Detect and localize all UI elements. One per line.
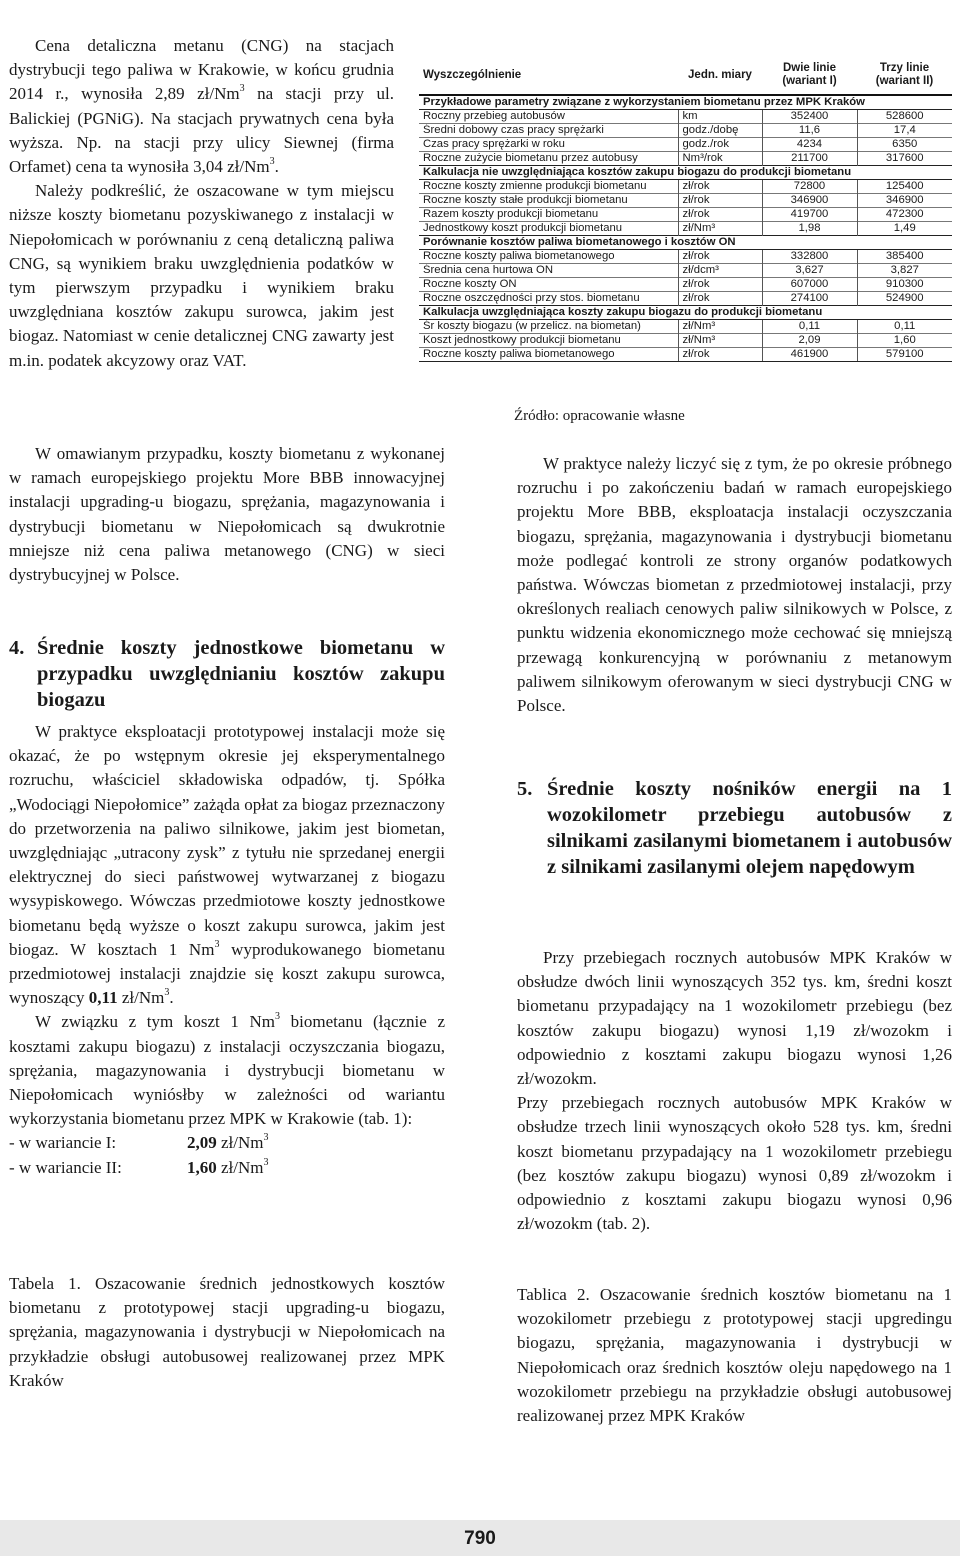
table-cell: 3,827	[857, 264, 952, 278]
table-source: Źródło: opracowanie własne	[514, 408, 685, 424]
table-body	[419, 56, 952, 362]
table-row	[419, 222, 952, 236]
table-cell: 0,11	[857, 320, 952, 334]
table-cell: Roczne koszty paliwa biometanowego	[419, 348, 678, 362]
table-row	[419, 250, 952, 264]
table-row	[419, 320, 952, 334]
table-cell: 11,6	[762, 124, 857, 138]
table-cell: 461900	[762, 348, 857, 362]
table-row	[419, 208, 952, 222]
table-cell: 910300	[857, 278, 952, 292]
paragraph-biogas-fee: W praktyce eksploatacji prototypowej instalacji może się okazać, że po wstępnym okresie jej eksperymentalnego rozruchu, właściciel składowiska odpadów, tj. Spółka „Wodociągi Niepołomice” zażąda opłat za biogaz przeznaczony do przetworzenia na paliwo silnikowe, jakim jest biometan, uwzględniając „utracony zysk” z tytułu nie sprzedanej energii elektrycznej do sieci państwowej wytwarzanej z biogazu wysypiskowego. Wówczas przedmiotowe koszty jednostkowe biometanu będą wyższe o koszt zakupu surowca, jakim jest biogaz. W kosztach 1 Nm$^3$ wyprodukowanego biometanu przedmiotowej instalacji znajdzie się koszt zakupu surowca, wynoszący 0,11 zł/Nm$^3$.	[9, 722, 445, 1008]
table-cell: 211700	[762, 152, 857, 166]
table-cell: zł/rok	[678, 250, 762, 264]
table-cell: Czas pracy sprężarki w roku	[419, 138, 678, 152]
table-1-caption: Tabela 1. Oszacowanie średnich jednostkowych kosztów biometanu z prototypowej stacji upgrading-u biogazu, sprężania, magazynowania i dystrybucji w Niepołomicach na przykładzie obsługi autobusowej realizowanej przez MPK Kraków	[9, 1274, 445, 1390]
paragraph-three-lines: Przy przebiegach rocznych autobusów MPK Kraków w obsłudze trzech linii wynoszących około 528 tys. km, średni koszt biometanu przypadający na 1 wozokilometr przebiegu (bez kosztów zakupu biogazu) wynosi 0,89 zł/wozokm i odpowiednio z kosztami zakupu biogazu wynosi 0,96 zł/wozokm (tab. 2).	[517, 1093, 952, 1234]
table-cell: 332800	[762, 250, 857, 264]
table-section-row	[419, 166, 952, 180]
section-heading-4: 4. Średnie koszty jednostkowe biometanu w przypadku uwzględnianiu kosztów zakupu biogazu	[9, 637, 445, 711]
table-1	[419, 56, 952, 362]
table-row	[419, 264, 952, 278]
table-cell: Średnia cena hurtowa ON	[419, 264, 678, 278]
table-row	[419, 152, 952, 166]
table-cell: km	[678, 110, 762, 124]
paragraph-cost-note: Należy podkreślić, że oszacowane w tym miejscu niższe koszty biometanu pozyskiwanego z instalacji w Niepołomicach w porównaniu z ceną detaliczną paliwa CNG, są wynikiem braku uwzględnienia podatków w tym pierwszym przypadku i wynikiem braku uwzględniana kosztów zakupu surowca, jakim jest biogaz. Natomiast w cenie detalicznej CNG zawarty jest m.in. podatek akcyzowy oraz VAT.	[9, 181, 394, 370]
table-row	[419, 334, 952, 348]
table-cell: 72800	[762, 180, 857, 194]
table-cell: zł/Nm³	[678, 320, 762, 334]
table-cell: 1,98	[762, 222, 857, 236]
table-cell: 579100	[857, 348, 952, 362]
paragraph-more-bbb: W omawianym przypadku, koszty biometanu z wykonanej w ramach europejskiego projektu More BBB innowacyjnej instalacji upgrading-u biogazu, sprężania, magazynowania i dystrybucji biometanu w Niepołomicach są dwukrotnie mniejsze niż cena paliwa metanowego (CNG) w sieci dystrybucyjnej w Polsce.	[9, 444, 445, 585]
table-header-cell: Wyszczególnienie	[423, 68, 522, 81]
table-cell: 0,11	[762, 320, 857, 334]
table-cell: 3,627	[762, 264, 857, 278]
table-cell: 346900	[762, 194, 857, 208]
table-cell: 385400	[857, 250, 952, 264]
table-header-cell: Jedn. miary	[688, 68, 752, 81]
table-header-cell: Dwie linie (wariant I)	[782, 62, 837, 87]
table-cell: zł/rok	[678, 278, 762, 292]
table-cell: 472300	[857, 208, 952, 222]
left-intro-block	[9, 34, 394, 373]
table-cell: 528600	[857, 110, 952, 124]
table-row	[419, 138, 952, 152]
table-cell: 419700	[762, 208, 857, 222]
table-cell: Koszt jednostkowy produkcji biometanu	[419, 334, 678, 348]
paragraph-two-lines: Przy przebiegach rocznych autobusów MPK Kraków w obsłudze dwóch linii wynoszących 352 tys. km, średni koszt biometanu przypadający na 1 wozokilometr przebiegu (bez kosztów zakupu biogazu) wynosi 1,19 zł/wozokm i odpowiednio z kosztami zakupu biogazu wynosi 1,26 zł/wozokm.	[517, 948, 952, 1089]
table-cell: zł/rok	[678, 194, 762, 208]
table-section-label: Porównanie kosztów paliwa biometanowego i kosztów ON	[419, 236, 952, 250]
table-cell: zł/rok	[678, 180, 762, 194]
table-cell: Roczne koszty paliwa biometanowego	[419, 250, 678, 264]
page-number: 790	[464, 1528, 496, 1549]
table-cell: 524900	[857, 292, 952, 306]
table-cell: Roczne koszty ON	[419, 278, 678, 292]
table-cell: 1,49	[857, 222, 952, 236]
table-cell: 6350	[857, 138, 952, 152]
paragraph-total-cost: W związku z tym koszt 1 Nm$^3$ biometanu (łącznie z kosztami zakupu biogazu) z instalacji oczyszczania biogazu, sprężania, magazynowania i dystrybucji biometanu w Niepołomicach wyniósłby w zależności od wariantu wykorzystania biometanu przez MPK w Krakowie (tab. 1):	[9, 1011, 445, 1129]
table-cell: Roczne zużycie biometanu przez autobusy	[419, 152, 678, 166]
table-cell: zł/Nm³	[678, 222, 762, 236]
right-intro-block	[517, 452, 952, 718]
table-cell: 1,60	[857, 334, 952, 348]
right-section5-body	[517, 946, 952, 1236]
table-row	[419, 194, 952, 208]
table-row	[419, 124, 952, 138]
left-section4-body	[9, 720, 445, 1180]
paragraph-tax-control: W praktyce należy liczyć się z tym, że po okresie próbnego rozruchu i po zakończeniu badań w ramach europejskiego projektu More BBB, eksploatacja instalacji oczyszczania biogazu, sprężania, magazynowania i dystrybucji biometanu może podlegać kontroli ze strony organów podatkowych państwa. Wówczas biometan z przedmiotowej instalacji, przy określonych realiach cenowych paliw silnikowych w Polsce, z punktu widzenia ekonomicznego może cechować się mniejszą przewagą konkurencyjną w porównaniu z metanowym paliwem silnikowym oferowanym w sieci dystrybucji CNG w Polsce.	[517, 454, 952, 716]
table-cell: 607000	[762, 278, 857, 292]
variant-2-line: - w wariancie II: 1,60 zł/Nm$^3$	[9, 1156, 269, 1177]
table-header-row	[419, 56, 952, 95]
table-cell: Roczny przebieg autobusów	[419, 110, 678, 124]
table-section-row	[419, 236, 952, 250]
table-cell: zł/Nm³	[678, 334, 762, 348]
table-row	[419, 278, 952, 292]
table-cell: 125400	[857, 180, 952, 194]
table-section-label: Przykładowe parametry związane z wykorzystaniem biometanu przez MPK Kraków	[419, 95, 952, 110]
table-cell: 17,4	[857, 124, 952, 138]
table-cell: Roczne oszczędności przy stos. biometanu	[419, 292, 678, 306]
table-row	[419, 292, 952, 306]
table-cell: Jednostkowy koszt produkcji biometanu	[419, 222, 678, 236]
table-header-cell: Trzy linie (wariant II)	[875, 62, 934, 87]
table-cell: zł/rok	[678, 208, 762, 222]
table-cell: zł/rok	[678, 348, 762, 362]
table-cell: 274100	[762, 292, 857, 306]
table-2-caption: Tablica 2. Oszacowanie średnich kosztów biometanu na 1 wozokilometr przebiegu z prototypowej stacji upgredingu biogazu, sprężania, magazynowania i dystrybucji w Niepołomicach oraz średnich kosztów oleju napędowego na 1 wozokilometr przebiegu na przykładzie obsługi autobusowej realizowanej przez MPK Kraków	[517, 1285, 952, 1426]
table-section-row	[419, 306, 952, 320]
table-row	[419, 180, 952, 194]
table-cell: Roczne koszty zmienne produkcji biometanu	[419, 180, 678, 194]
table-cell: zł/rok	[678, 292, 762, 306]
table-cell: Nm³/rok	[678, 152, 762, 166]
paragraph-cng-price: Cena detaliczna metanu (CNG) na stacjach dystrybucji tego paliwa w Krakowie, w końcu grudnia 2014 r., wynosiła 2,89 zł/Nm$^3$ na stacji przy ul. Balickiej (PGNiG). Na stacjach prywatnych cena była wyższa. Np. na stacji przy ulicy Siewnej (firma Orfamet) cena ta wynosiła 3,04 zł/Nm$^3$.	[9, 36, 394, 177]
table-cell: Śr koszty biogazu (w przelicz. na biometan)	[419, 320, 678, 334]
table-cell: zł/dcm³	[678, 264, 762, 278]
table-cell: Średni dobowy czas pracy sprężarki	[419, 124, 678, 138]
left-main-block	[9, 442, 445, 587]
table-cell: 2,09	[762, 334, 857, 348]
table-section-label: Kalkulacja uwzględniająca koszty zakupu biogazu do produkcji biometanu	[419, 306, 952, 320]
table-cell: Roczne koszty stałe produkcji biometanu	[419, 194, 678, 208]
table-cell: 352400	[762, 110, 857, 124]
table-cell: 317600	[857, 152, 952, 166]
table-row	[419, 110, 952, 124]
table-section-row	[419, 95, 952, 110]
table-row	[419, 348, 952, 362]
table-cell: Razem koszty produkcji biometanu	[419, 208, 678, 222]
table-cell: 346900	[857, 194, 952, 208]
variant-1-line: - w wariancie I: 2,09 zł/Nm$^3$	[9, 1132, 269, 1153]
table-cell: 4234	[762, 138, 857, 152]
section-heading-5: 5. Średnie koszty nośników energii na 1 wozokilometr przebiegu autobusów z silnikami zasilanymi biometanem i autobusów z silnikami zasilanymi olejem napędowym	[517, 778, 952, 878]
table-cell: godz./rok	[678, 138, 762, 152]
table-cell: godz./dobę	[678, 124, 762, 138]
table-section-label: Kalkulacja nie uwzględniająca kosztów zakupu biogazu do produkcji biometanu	[419, 166, 952, 180]
